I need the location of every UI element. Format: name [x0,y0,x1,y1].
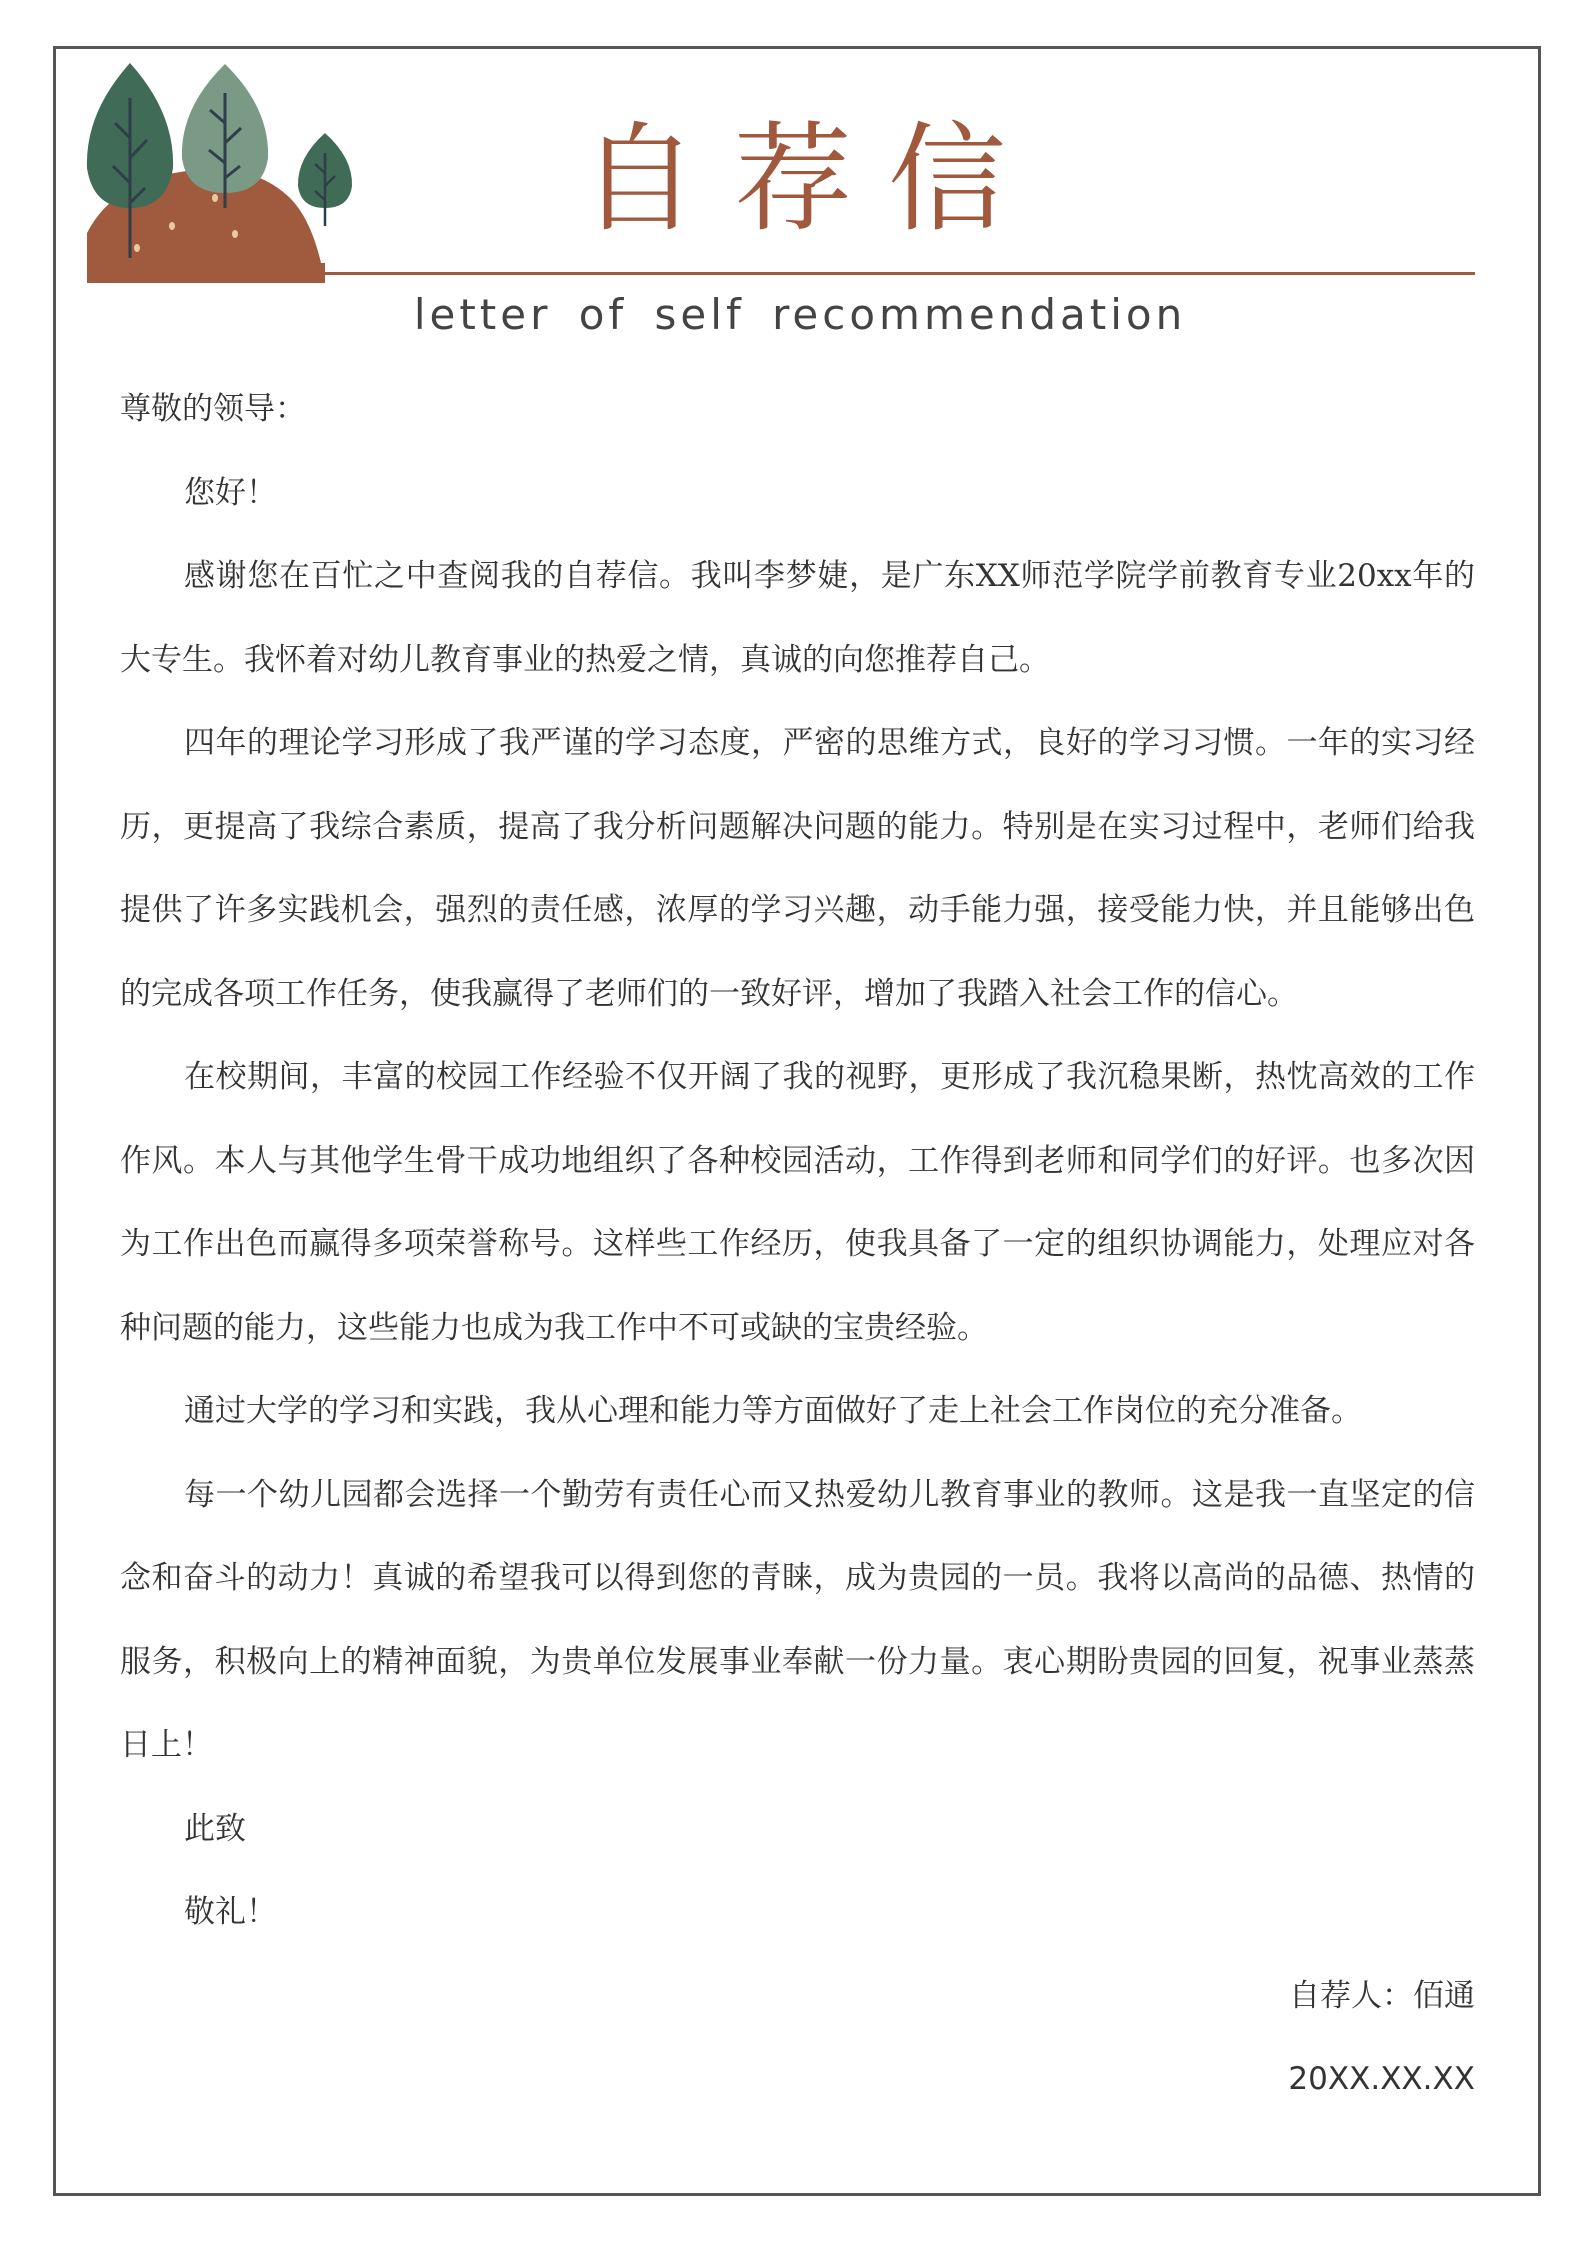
signature: 自荐人：佰通 [1289,1977,1475,2014]
page-title: 自荐信 [580,110,1043,248]
paragraph: 每一个幼儿园都会选择一个勤劳有责任心而又热爱幼儿教育事业的教师。这是我一直坚定的信念和奋斗的动力！真诚的希望我可以得到您的青睐，成为贵园的一员。我将以高尚的品德、热情的服务，积极向上的精神面貌，为贵单位发展事业奉献一份力量。衷心期盼贵园的回复，祝事业蒸蒸日上！ [120,1476,1475,1763]
page-subtitle: letter of self recommendation [413,290,1187,339]
closing-line-1: 此致 [184,1810,246,1847]
title-divider [325,272,1475,275]
paragraph: 感谢您在百忙之中查阅我的自荐信。我叫李梦婕，是广东XX师范学院学前教育专业20xx年的大专生。我怀着对幼儿教育事业的热爱之情，真诚的向您推荐自己。 [120,558,1475,678]
trees-on-hill-icon [75,58,360,283]
letter-body [120,368,1475,2122]
paragraph: 在校期间，丰富的校园工作经验不仅开阔了我的视野，更形成了我沉稳果断，热忱高效的工作作风。本人与其他学生骨干成功地组织了各种校园活动，工作得到老师和同学们的好评。也多次因为工作出色而赢得多项荣誉称号。这样些工作经历，使我具备了一定的组织协调能力，处理应对各种问题的能力，这些能力也成为我工作中不可或缺的宝贵经验。 [120,1059,1475,1346]
greeting: 您好！ [184,474,277,511]
salutation: 尊敬的领导： [120,391,306,427]
paragraph: 四年的理论学习形成了我严谨的学习态度，严密的思维方式，良好的学习习惯。一年的实习经历，更提高了我综合素质，提高了我分析问题解决问题的能力。特别是在实习过程中，老师们给我提供了许多实践机会，强烈的责任感，浓厚的学习兴趣，动手能力强，接受能力快，并且能够出色的完成各项工作任务，使我赢得了老师们的一致好评，增加了我踏入社会工作的信心。 [120,725,1475,1012]
paragraph: 通过大学的学习和实践，我从心理和能力等方面做好了走上社会工作岗位的充分准备。 [184,1393,1362,1429]
closing-line-2: 敬礼！ [184,1894,277,1930]
letter-date: 20XX.XX.XX [1288,2061,1475,2097]
